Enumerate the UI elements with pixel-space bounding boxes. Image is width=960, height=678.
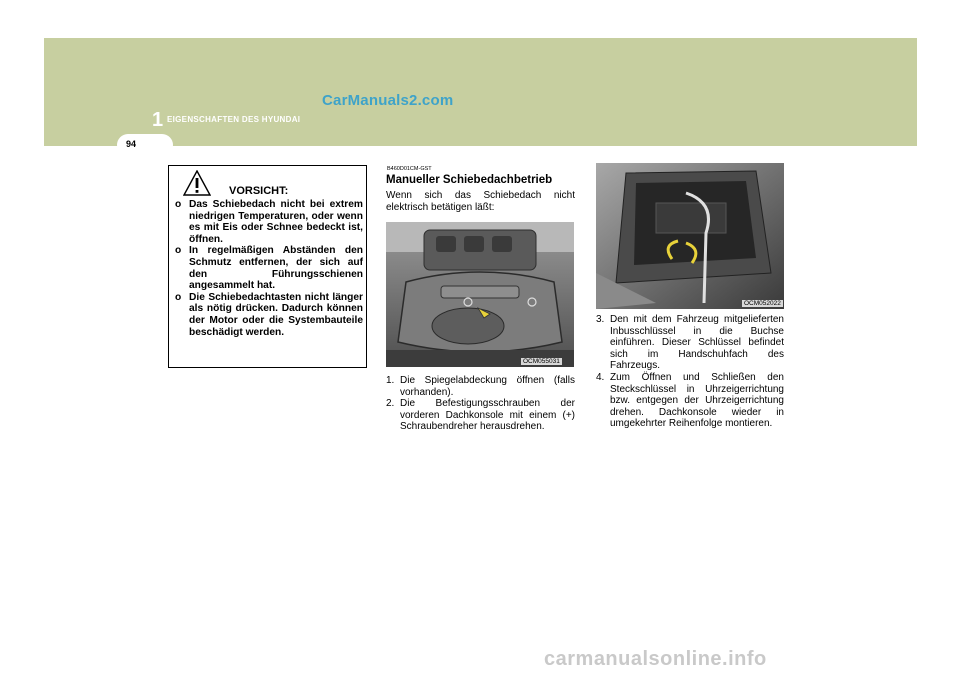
bullet: o [175,199,182,210]
section-code: B460D01CM-GST [387,166,432,172]
hex-key-illustration [596,163,784,309]
step-text: Die Befestigungsschrauben der vorderen Dachkonsole mit einem (+) Schraubendreher herausdrehen. [400,398,575,433]
overhead-console-photo [386,222,574,367]
bullet: o [175,291,182,303]
hex-key-photo [596,163,784,309]
chapter-title: EIGENSCHAFTEN DES HYUNDAI [167,115,301,124]
warning-title: VORSICHT: [229,185,289,197]
step-item [386,375,575,398]
watermark-top[interactable]: CarManuals2.com [322,92,454,109]
page-number: 94 [126,139,137,149]
chapter-number: 1 [152,109,164,131]
step-text: Die Spiegelabdeckung öffnen (falls vorhanden). [400,375,575,398]
step-number: 2. [386,398,395,410]
warning-item-text: Das Schiebedach nicht bei extrem niedrigen Temperaturen, oder wenn es mit Eis oder Schnee bedeckt ist, öffnen. [189,199,363,245]
section-title: Manueller Schiebedachbetrieb [386,174,553,186]
step-item [386,398,575,433]
step-text: Den mit dem Fahrzeug mitgelieferten Inbusschlüssel in die Buchse einführen. Dieser Schlüssel befindet sich im Handschuhfach des Fahrzeugs. [610,314,784,372]
photo-label: OCM052022 [744,300,781,307]
warning-item-text: In regelmäßigen Abständen den Schmutz entfernen, der sich auf den Führungsschienen angesammelt hat. [189,245,363,292]
overhead-console-illustration [386,222,574,367]
step-item [596,372,784,430]
step-number: 3. [596,314,605,325]
watermark-bottom[interactable]: carmanualsonline.info [544,648,767,670]
warning-item [175,292,363,338]
warning-item [175,245,363,291]
steps-list-right [596,314,784,430]
bullet: o [175,245,182,257]
step-text: Zum Öffnen und Schließen den Steckschlüssel in Uhrzeigerrichtung bzw. entgegen der Uhrzeigerrichtung drehen. Dachkonsole wieder in umgekehrter Reihenfolge montieren. [610,371,784,430]
step-number: 4. [596,371,605,383]
warning-item [175,199,363,245]
step-number: 1. [386,375,395,386]
photo-label: OCM055031 [523,358,560,365]
section-intro: Wenn sich das Schiebedach nicht elektrisch betätigen läßt: [386,190,575,213]
warning-list [175,199,363,338]
warning-item-text: Die Schiebedachtasten nicht länger als nötig drücken. Dadurch können der Motor oder die Systembauteile beschädigt werden. [189,291,363,338]
header-band [44,38,917,146]
warning-triangle-icon [183,170,211,196]
step-item [596,314,784,372]
steps-list-left [386,375,575,433]
